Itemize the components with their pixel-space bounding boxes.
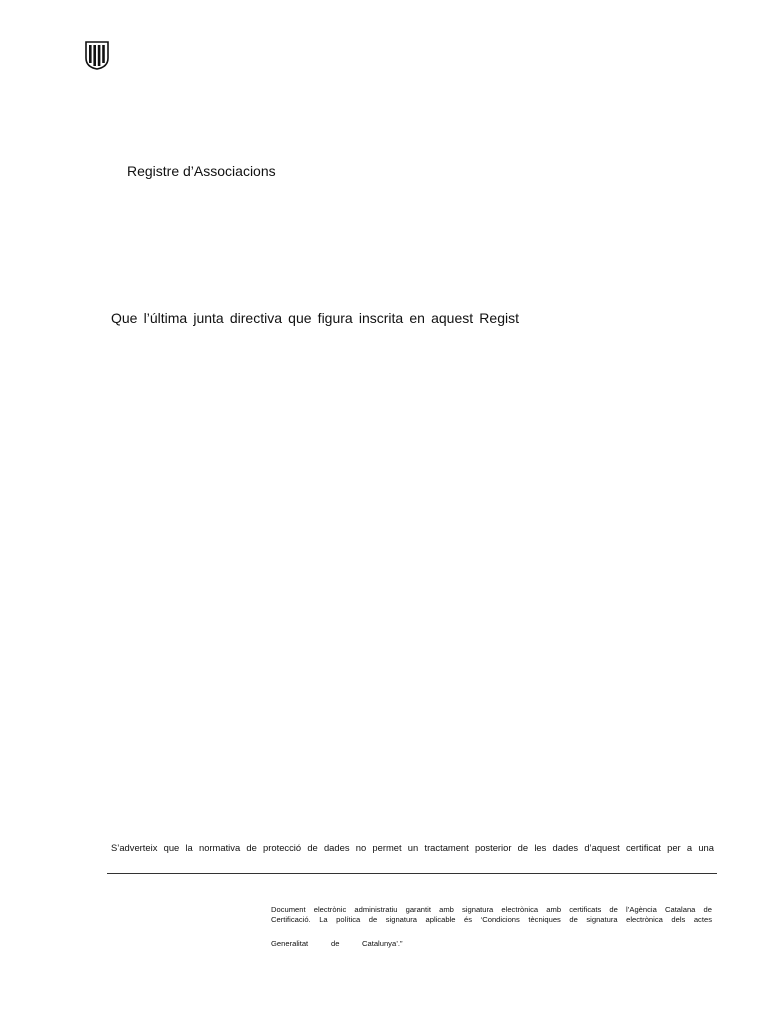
data-protection-warning: S’adverteix que la normativa de protecció de dades no permet un tractament posterior de les dades d’aquest certificat per a una [111, 842, 714, 853]
signature-line-2: Certificació. La política de signatura aplicable és ‘Condicions tècniques de signatura electrònica dels actes [271, 915, 712, 924]
electronic-signature-notice [271, 905, 712, 925]
signature-tail-word: de [331, 939, 340, 948]
logo-graphic [83, 40, 111, 70]
certificate-statement: Que l’última junta directiva que figura inscrita en aquest Regist [111, 310, 519, 326]
registry-name: Registre d’Associacions [127, 163, 276, 179]
signature-line-1: Document electrònic administratiu garantit amb signatura electrònica amb certificats de l’Agència Catalana de [271, 905, 712, 914]
signature-tail [271, 939, 403, 948]
footer-divider [107, 873, 717, 874]
generalitat-logo-icon [83, 40, 111, 70]
signature-tail-word: Generalitat [271, 939, 309, 948]
signature-tail-word: Catalunya’.” [362, 939, 403, 948]
